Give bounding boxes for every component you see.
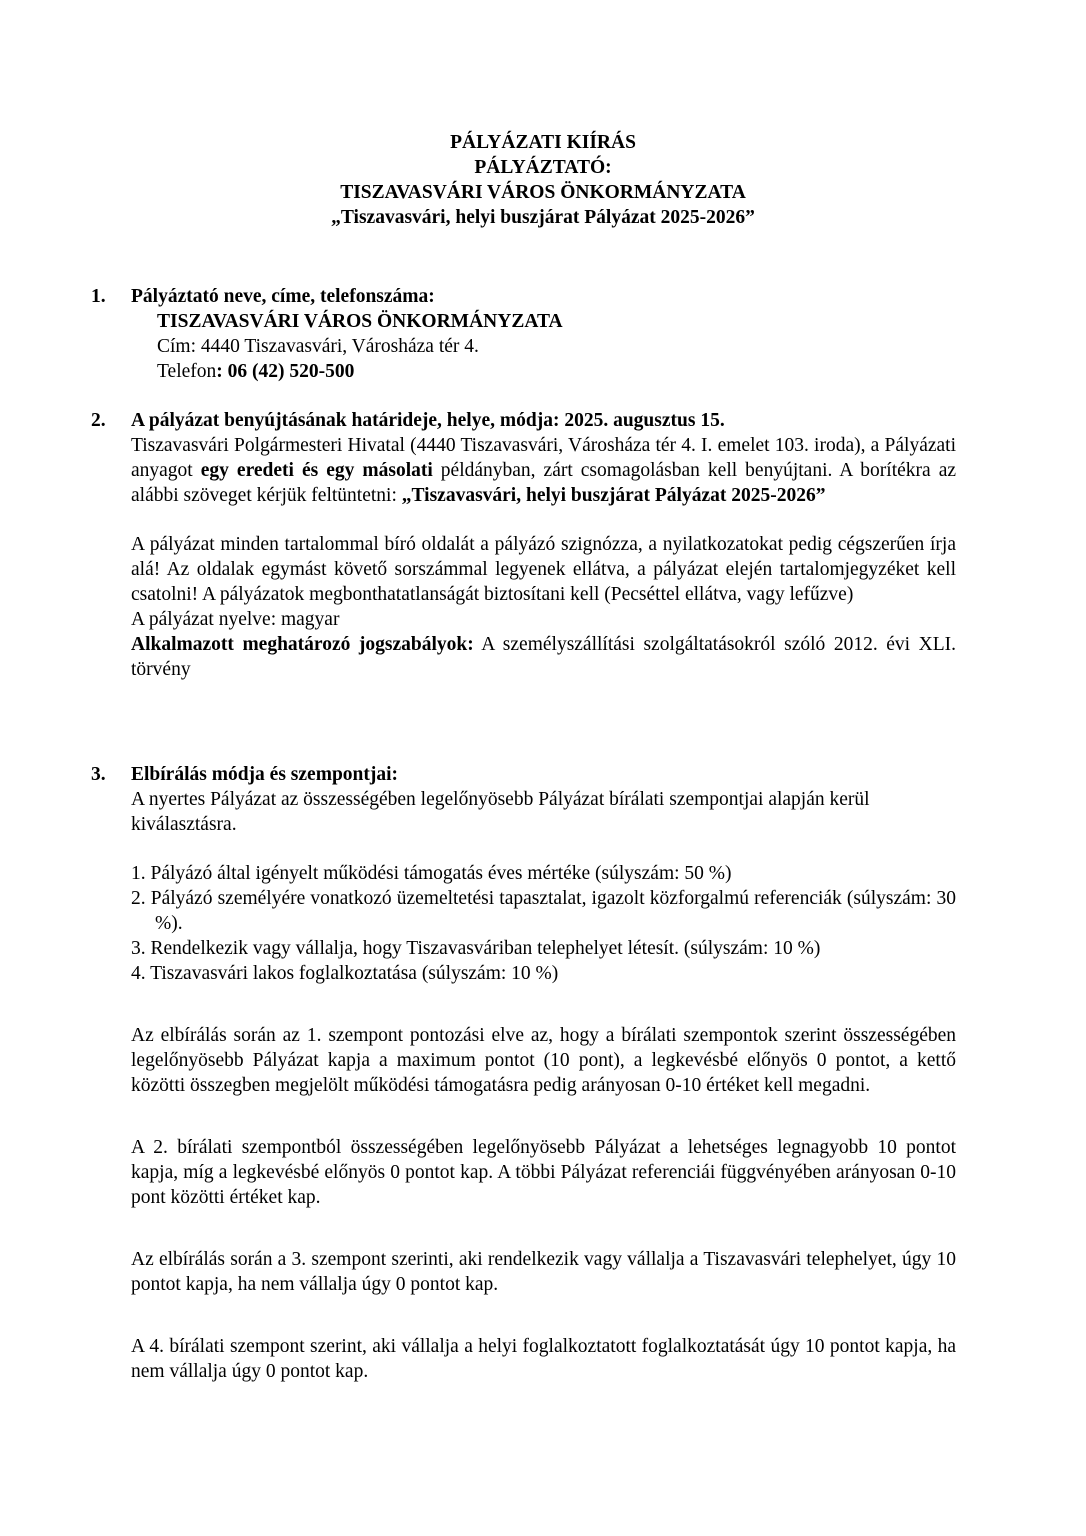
section-3-number: 3.: [91, 764, 106, 785]
section-1-title: Pályáztató neve, címe, telefonszáma:: [131, 286, 435, 307]
header-issuer-label: PÁLYÁZTATÓ:: [474, 157, 612, 178]
section-2-submission-paragraph: [131, 433, 956, 508]
criteria-item: 1. Pályázó által igényelt működési támogatás éves mértéke (súlyszám: 50 %): [131, 863, 732, 884]
submission-envelope-text: „Tiszavasvári, helyi buszjárat Pályázat 2025-2026”: [401, 485, 826, 506]
evaluation-paragraph-1: Az elbírálás során az 1. szempont pontozási elve az, hogy a bírálati szempontok szerint összességében legelőnyösebb Pályázat kapja a maximum pontot (10 pont), a legkevésbé előnyös 0 pontot, a kettő közötti összegben megjelölt működési támogatásra pedig arányosan 0-10 értéket kell megadni.: [131, 1025, 956, 1096]
section-3-title: Elbírálás módja és szempontjai:: [131, 764, 399, 785]
submission-text-c: példányban, zárt csomagolásban kell benyújtani. A borítékra az alábbi szöveget kérjük feltüntetni:: [131, 460, 957, 506]
law-label: Alkalmazott meghatározó jogszabályok:: [131, 634, 474, 655]
document-header: [0, 130, 1086, 230]
header-title: PÁLYÁZATI KIÍRÁS: [450, 132, 636, 153]
section-2-number: 2.: [91, 410, 106, 431]
section-1-phone: [131, 359, 956, 384]
criteria-item: 4. Tiszavasvári lakos foglalkoztatása (súlyszám: 10 %): [131, 963, 559, 984]
submission-text-a: Tiszavasvári Polgármesteri Hivatal (4440 Tiszavasvári, Városháza tér 4. I. emelet 103. iroda), a Pályázati anyagot: [131, 435, 956, 481]
section-2-law: [131, 632, 956, 682]
submission-text-copies: egy eredeti és egy másolati: [200, 460, 433, 481]
evaluation-paragraph-4: A 4. bírálati szempont szerint, aki vállalja a helyi foglalkoztatott foglalkoztatását úgy 10 pontot kapja, ha nem vállalja úgy 0 pontot kap.: [131, 1336, 956, 1382]
section-2-signing-paragraph: A pályázat minden tartalommal bíró oldalát a pályázó szignózza, a nyilatkozatokat pedig cégszerűen írja alá! Az oldalak egymást követő sorszámmal legyenek ellátva, a pályázat elején tartalomjegyzéket kell csatolni! A pályázatok megbonthatatlanságát biztosítani kell (Pecséttel ellátva, vagy lefűzve): [131, 534, 956, 605]
evaluation-paragraph-3: Az elbírálás során a 3. szempont szerinti, aki rendelkezik vagy vállalja a Tiszavasvári telephelyet, úgy 10 pontot kapja, ha nem vállalja úgy 0 pontot kap.: [131, 1249, 956, 1295]
section-2-title: A pályázat benyújtásának határideje, helye, módja: 2025. augusztus 15.: [131, 410, 725, 431]
section-2: [91, 408, 957, 682]
phone-value: : 06 (42) 520-500: [216, 361, 355, 382]
evaluation-paragraph-2: A 2. bírálati szempontból összességében legelőnyösebb Pályázat a lehetséges legnagyobb 10 pontot kapja, míg a legkevésbé előnyös 0 pontot kap. A többi Pályázat referenciái függvényében arányosan 0-10 pont közötti értéket kap.: [131, 1137, 956, 1208]
section-3: [91, 762, 956, 1384]
criteria-item: 2. Pályázó személyére vonatkozó üzemeltetési tapasztalat, igazolt közforgalmú referenciák (súlyszám: 30 %).: [131, 888, 956, 934]
section-1-org: TISZAVASVÁRI VÁROS ÖNKORMÁNYZATA: [157, 311, 563, 332]
section-1-address: Cím: 4440 Tiszavasvári, Városháza tér 4.: [157, 336, 479, 357]
law-text: A személyszállítási szolgáltatásokról szóló 2012. évi XLI. törvény: [131, 634, 956, 680]
section-1: [91, 284, 956, 384]
criteria-item: 3. Rendelkezik vagy vállalja, hogy Tiszavasváriban telephelyet létesít. (súlyszám: 10 %): [131, 938, 821, 959]
section-1-number: 1.: [91, 286, 106, 307]
header-issuer-name: TISZAVASVÁRI VÁROS ÖNKORMÁNYZATA: [340, 182, 746, 203]
section-3-intro: A nyertes Pályázat az összességében legelőnyösebb Pályázat bírálati szempontjai alapján kerül kiválasztásra.: [131, 789, 870, 835]
criteria-list: [131, 861, 956, 986]
section-2-language: A pályázat nyelve: magyar: [131, 609, 340, 630]
phone-label: Telefon: [157, 361, 217, 382]
header-tender-name: „Tiszavasvári, helyi buszjárat Pályázat 2025-2026”: [331, 207, 755, 228]
